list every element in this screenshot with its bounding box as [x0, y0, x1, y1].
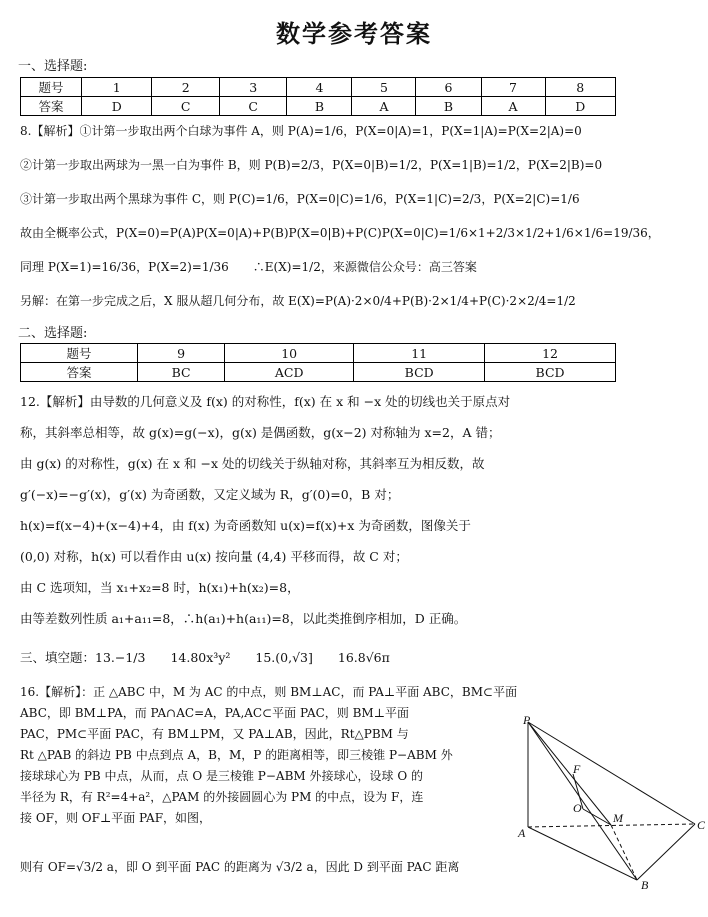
answer-table-2: [20, 343, 616, 382]
answer-cell: BC: [138, 363, 225, 382]
edge-PM: [528, 722, 611, 825]
q12-line: h(x)=f(x−4)+(x−4)+4，由 f(x) 为奇函数知 u(x)=f(x)+x 为奇函数，图像关于: [20, 518, 471, 533]
q16-line: 16.【解析】：正 △ABC 中，M 为 AC 的中点，则 BM⊥AC，而 PA⊥平面 ABC，BM⊂平面: [20, 685, 518, 699]
question-number-cell: 8: [545, 78, 615, 97]
answer-cell: C: [152, 97, 220, 116]
label-C: C: [697, 818, 705, 832]
question-number-cell: 11: [354, 344, 485, 363]
answer-cell: D: [545, 97, 615, 116]
page-title: 数学参考答案: [276, 19, 432, 48]
q12-line: g′(−x)=−g′(x)，g′(x) 为奇函数，又定义域为 R，g′(0)=0，B 对；: [20, 487, 400, 502]
label-M: M: [613, 811, 623, 825]
question-number-cell: 1: [82, 78, 152, 97]
answer-table-1: [20, 77, 616, 116]
edge-PB: [528, 722, 637, 880]
label-B: B: [641, 878, 649, 892]
edge-AB: [528, 827, 637, 880]
q16-line: 接 OF，则 OF⊥平面 PAF，如图，: [20, 811, 212, 825]
question-number-cell: 3: [219, 78, 287, 97]
row-label-answer: 答案: [21, 363, 138, 382]
q16-line: PAC，PM⊂平面 PAC，有 BM⊥PM，又 PA⊥AB，因此，Rt△PBM 与: [20, 727, 409, 741]
q16-line: 接球球心为 PB 中点，从而，点 O 是三棱锥 P−ABM 外接球心，设球 O 的: [20, 769, 423, 783]
answer-cell: B: [416, 97, 481, 116]
edge-PC: [528, 722, 695, 824]
row-label-number: 题号: [21, 78, 82, 97]
label-F: F: [573, 762, 581, 776]
answer-cell: BCD: [485, 363, 616, 382]
q16-line: 则有 OF=√3/2 a，即 O 到平面 PAC 的距离为 √3/2 a，因此 D 到平面 PAC 距离: [20, 860, 460, 874]
q8-line: 故由全概率公式，P(X=0)=P(A)P(X=0|A)+P(B)P(X=0|B)+P(C)P(X=0|C)=1/6×1+2/3×1/2+1/6×1/6=19/36，: [20, 226, 660, 240]
q8-line: 另解：在第一步完成之后，X 服从超几何分布，故 E(X)=P(A)·2×0/4+P(B)·2×1/4+P(C)·2×2/4=1/2: [20, 294, 576, 308]
q8-line: ②计第一步取出两球为一黑一白为事件 B，则 P(B)=2/3，P(X=0|B)=1/2，P(X=1|B)=1/2，P(X=2|B)=0: [20, 158, 603, 172]
question-number-cell: 4: [287, 78, 352, 97]
answer-cell: A: [352, 97, 416, 116]
question-number-cell: 9: [138, 344, 225, 363]
edge-MB: [611, 825, 637, 880]
q12-line: 由 C 选项知，当 x₁+x₂=8 时，h(x₁)+h(x₂)=8，: [20, 580, 300, 595]
answer-cell: D: [82, 97, 152, 116]
q16-line: ABC，即 BM⊥PA，而 PA∩AC=A，PA,AC⊂平面 PAC，则 BM⊥平面: [20, 706, 410, 720]
answer-cell: C: [219, 97, 287, 116]
section2-heading: 二、选择题:: [18, 326, 88, 341]
label-A: A: [518, 826, 526, 840]
q12-line: 12.【解析】由导数的几何意义及 f(x) 的对称性，f(x) 在 x 和 −x 处的切线也关于原点对: [20, 394, 511, 409]
answer-cell: A: [481, 97, 545, 116]
q12-line: 由等差数列性质 a₁+a₁₁=8，∴h(a₁)+h(a₁₁)=8，以此类推倒序相加，D 正确。: [20, 611, 467, 626]
question-number-cell: 5: [352, 78, 416, 97]
row-label-number: 题号: [21, 344, 138, 363]
question-number-cell: 12: [485, 344, 616, 363]
question-number-cell: 7: [481, 78, 545, 97]
q12-line: 由 g(x) 的对称性，g(x) 在 x 和 −x 处的切线关于纵轴对称，其斜率互为相反数，故: [20, 456, 485, 471]
section3-fill-blanks: 三、填空题：13.−1/3 14.80x³y² 15.(0,√3] 16.8√6π: [20, 650, 390, 665]
q8-line: ③计第一步取出两个黑球为事件 C，则 P(C)=1/6，P(X=0|C)=1/6，P(X=1|C)=2/3，P(X=2|C)=1/6: [20, 192, 580, 206]
answer-cell: B: [287, 97, 352, 116]
question-number-cell: 2: [152, 78, 220, 97]
q12-line: (0,0) 对称，h(x) 可以看作由 u(x) 按向量 (4,4) 平移而得，故 C 对；: [20, 549, 408, 564]
edge-BC: [637, 824, 695, 880]
q16-line: Rt △PAB 的斜边 PB 中点到点 A，B，M，P 的距离相等，即三棱锥 P−ABM 外: [20, 748, 453, 762]
answer-cell: ACD: [225, 363, 354, 382]
question-number-cell: 10: [225, 344, 354, 363]
q8-line: 8.【解析】①计第一步取出两个白球为事件 A，则 P(A)=1/6，P(X=0|A)=1，P(X=1|A)=P(X=2|A)=0: [20, 124, 582, 138]
question-number-cell: 6: [416, 78, 481, 97]
label-O: O: [573, 801, 582, 815]
section1-heading: 一、选择题:: [18, 59, 88, 74]
q8-line: 同理 P(X=1)=16/36，P(X=2)=1/36 ∴E(X)=1/2，来源微信公众号：高三答案: [20, 260, 477, 274]
row-label-answer: 答案: [21, 97, 82, 116]
q12-line: 称，其斜率总相等，故 g(x)=g(−x)，g(x) 是偶函数，g(x−2) 对称轴为 x=2，A 错；: [20, 425, 501, 440]
label-P: P: [523, 713, 531, 727]
answer-cell: BCD: [354, 363, 485, 382]
geometry-figure: [515, 712, 705, 892]
q16-line: 半径为 R，有 R²=4+a²，△PAM 的外接圆圆心为 PM 的中点，设为 F，连: [20, 790, 424, 804]
